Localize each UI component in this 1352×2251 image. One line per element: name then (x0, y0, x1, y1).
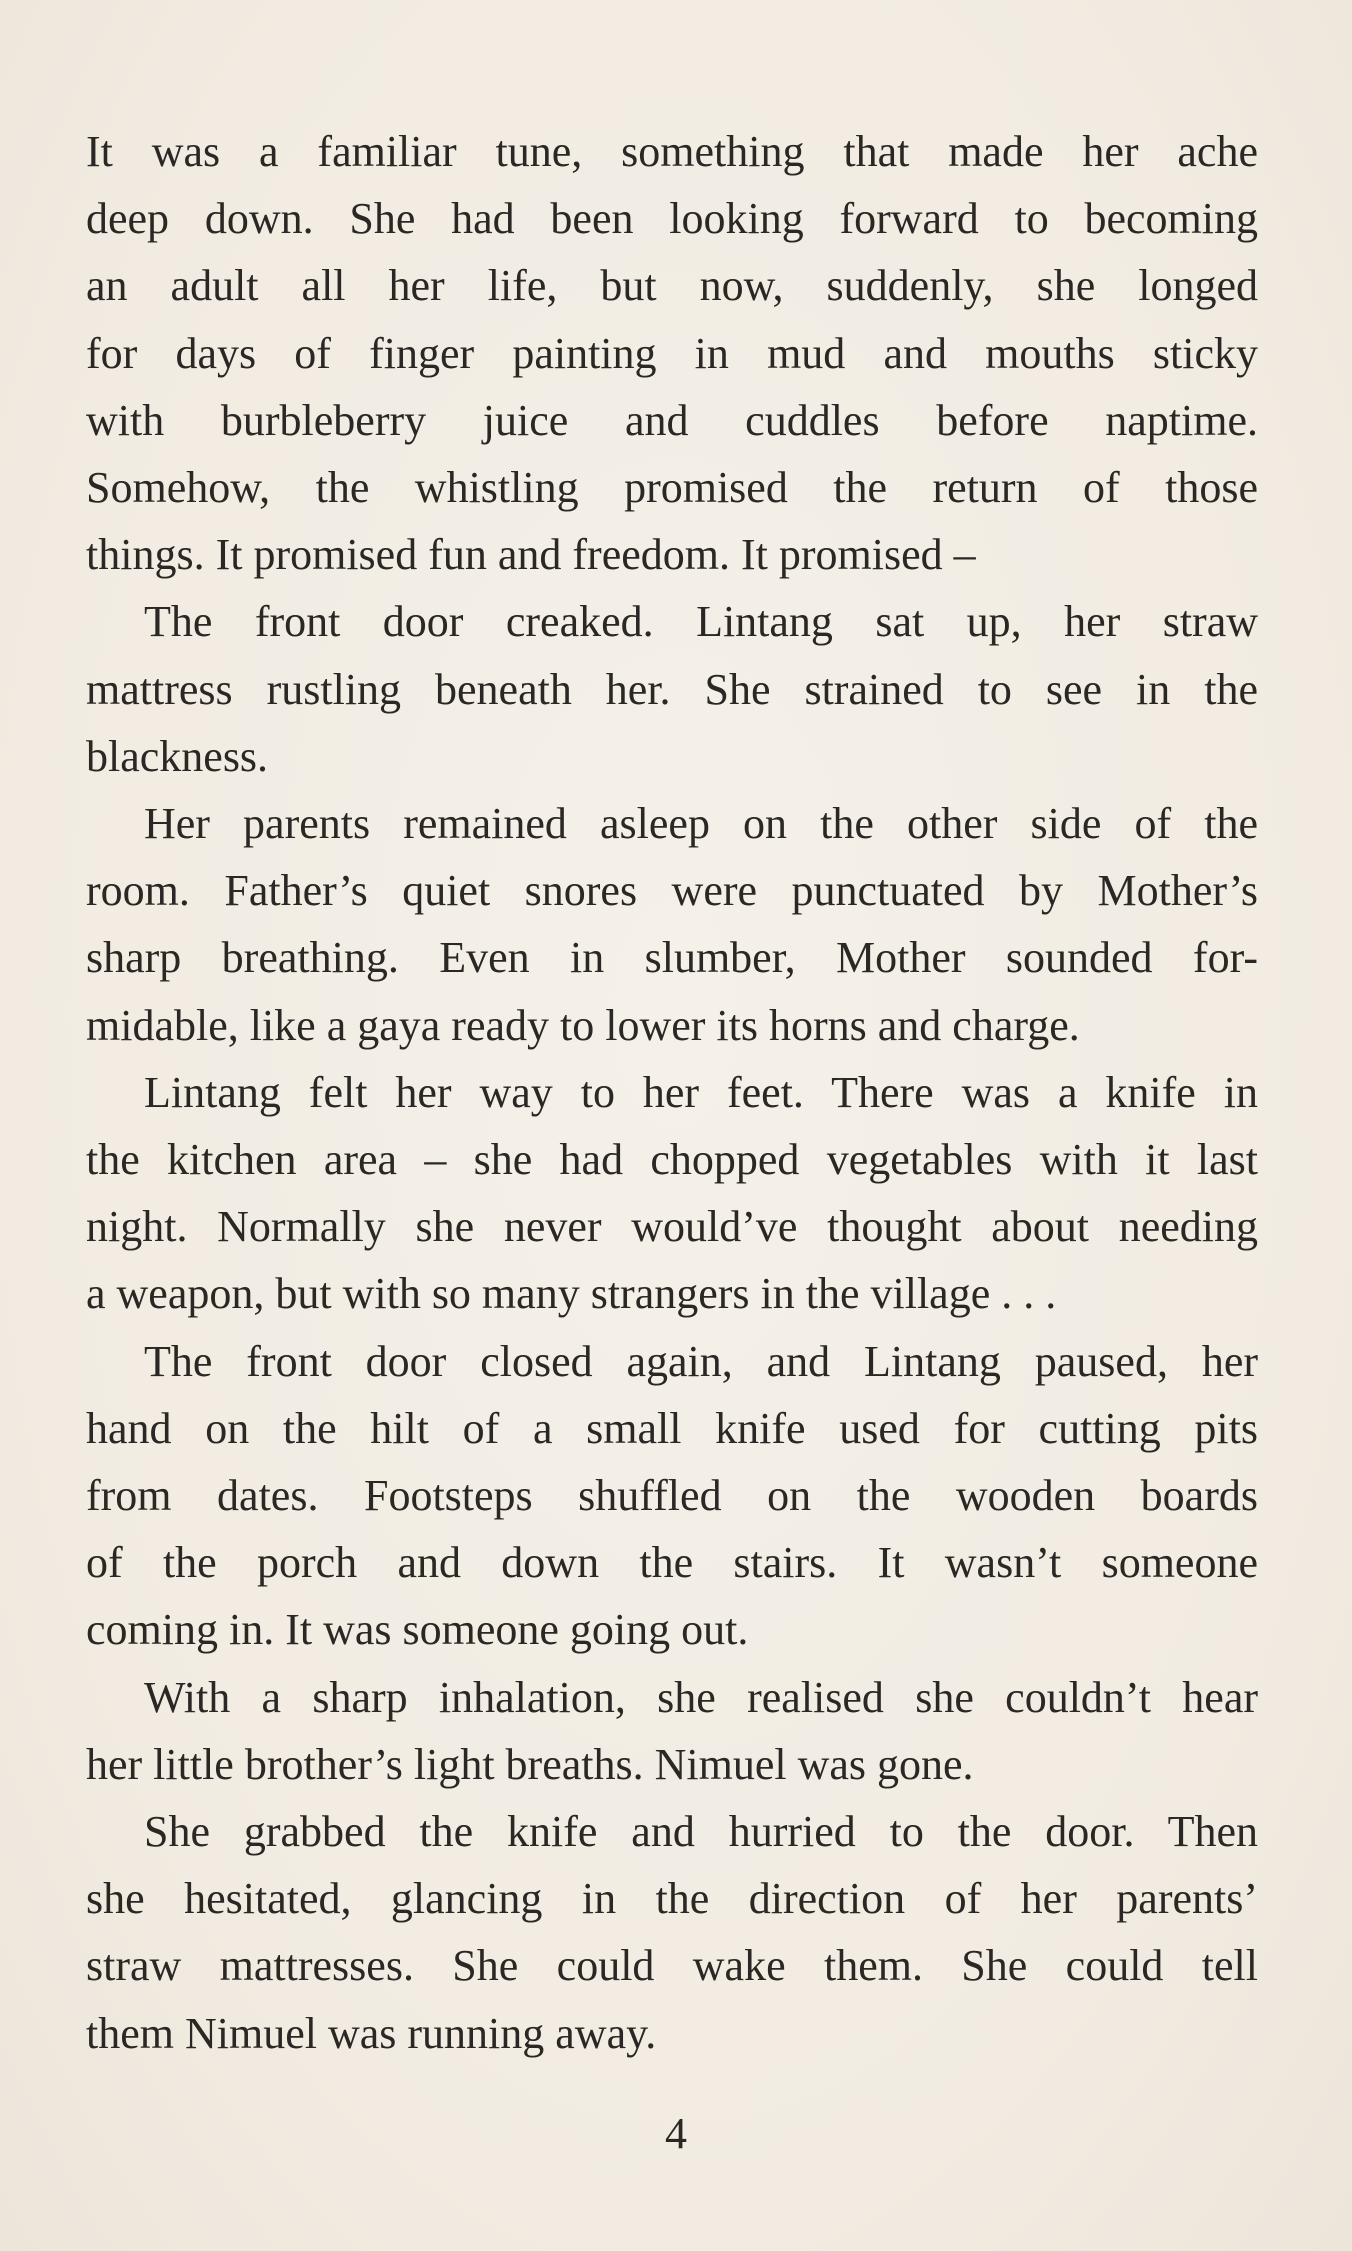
text-line: hand on the hilt of a small knife used for cutting pits (86, 1403, 1258, 1453)
text-line: the kitchen area – she had chopped vegetables with it last (86, 1135, 1258, 1185)
paragraph (86, 1664, 1258, 1798)
text-line: The front door closed again, and Lintang paused, her (144, 1336, 1258, 1386)
text-line: sharp breathing. Even in slumber, Mother sounded for- (86, 933, 1258, 983)
text-line: coming in. It was someone going out. (86, 1605, 749, 1655)
text-line: blackness. (86, 731, 269, 781)
text-line: mattress rustling beneath her. She strained to see in the (86, 664, 1258, 714)
text-line: an adult all her life, but now, suddenly, she longed (86, 261, 1258, 311)
text-line: her little brother’s light breaths. Nimuel was gone. (86, 1739, 974, 1789)
text-line: things. It promised fun and freedom. It promised – (86, 530, 976, 580)
text-line: she hesitated, glancing in the direction of her parents’ (86, 1874, 1258, 1924)
paragraph (86, 790, 1258, 1059)
text-line: from dates. Footsteps shuffled on the wooden boards (86, 1471, 1258, 1521)
text-line: for days of finger painting in mud and mouths sticky (86, 328, 1258, 378)
text-line: room. Father’s quiet snores were punctuated by Mother’s (86, 866, 1258, 916)
paragraph (86, 118, 1258, 588)
text-line: with burbleberry juice and cuddles before naptime. (86, 395, 1258, 445)
page-number: 4 (665, 2109, 687, 2158)
body-text (86, 118, 1258, 2067)
text-line: It was a familiar tune, something that made her ache (86, 127, 1258, 176)
text-line: Somehow, the whistling promised the return of those (86, 463, 1258, 513)
text-line: Her parents remained asleep on the other side of the (144, 799, 1258, 849)
text-line: deep down. She had been looking forward to becoming (86, 194, 1258, 244)
text-line: The front door creaked. Lintang sat up, her straw (144, 597, 1258, 647)
text-line: midable, like a gaya ready to lower its horns and charge. (86, 1000, 1080, 1050)
paragraph (86, 1798, 1258, 2067)
text-line: them Nimuel was running away. (86, 2008, 657, 2058)
text-line: With a sharp inhalation, she realised she couldn’t hear (144, 1672, 1258, 1722)
text-line: She grabbed the knife and hurried to the door. Then (144, 1807, 1258, 1857)
text-line: of the porch and down the stairs. It wasn’t someone (86, 1538, 1258, 1588)
text-line: straw mattresses. She could wake them. She could tell (86, 1941, 1258, 1991)
text-line: a weapon, but with so many strangers in the village . . . (86, 1269, 1057, 1319)
paragraph (86, 588, 1258, 790)
paragraph (86, 1328, 1258, 1664)
paragraph (86, 1059, 1258, 1328)
text-line: Lintang felt her way to her feet. There was a knife in (144, 1067, 1258, 1117)
text-line: night. Normally she never would’ve thought about needing (86, 1202, 1258, 1252)
